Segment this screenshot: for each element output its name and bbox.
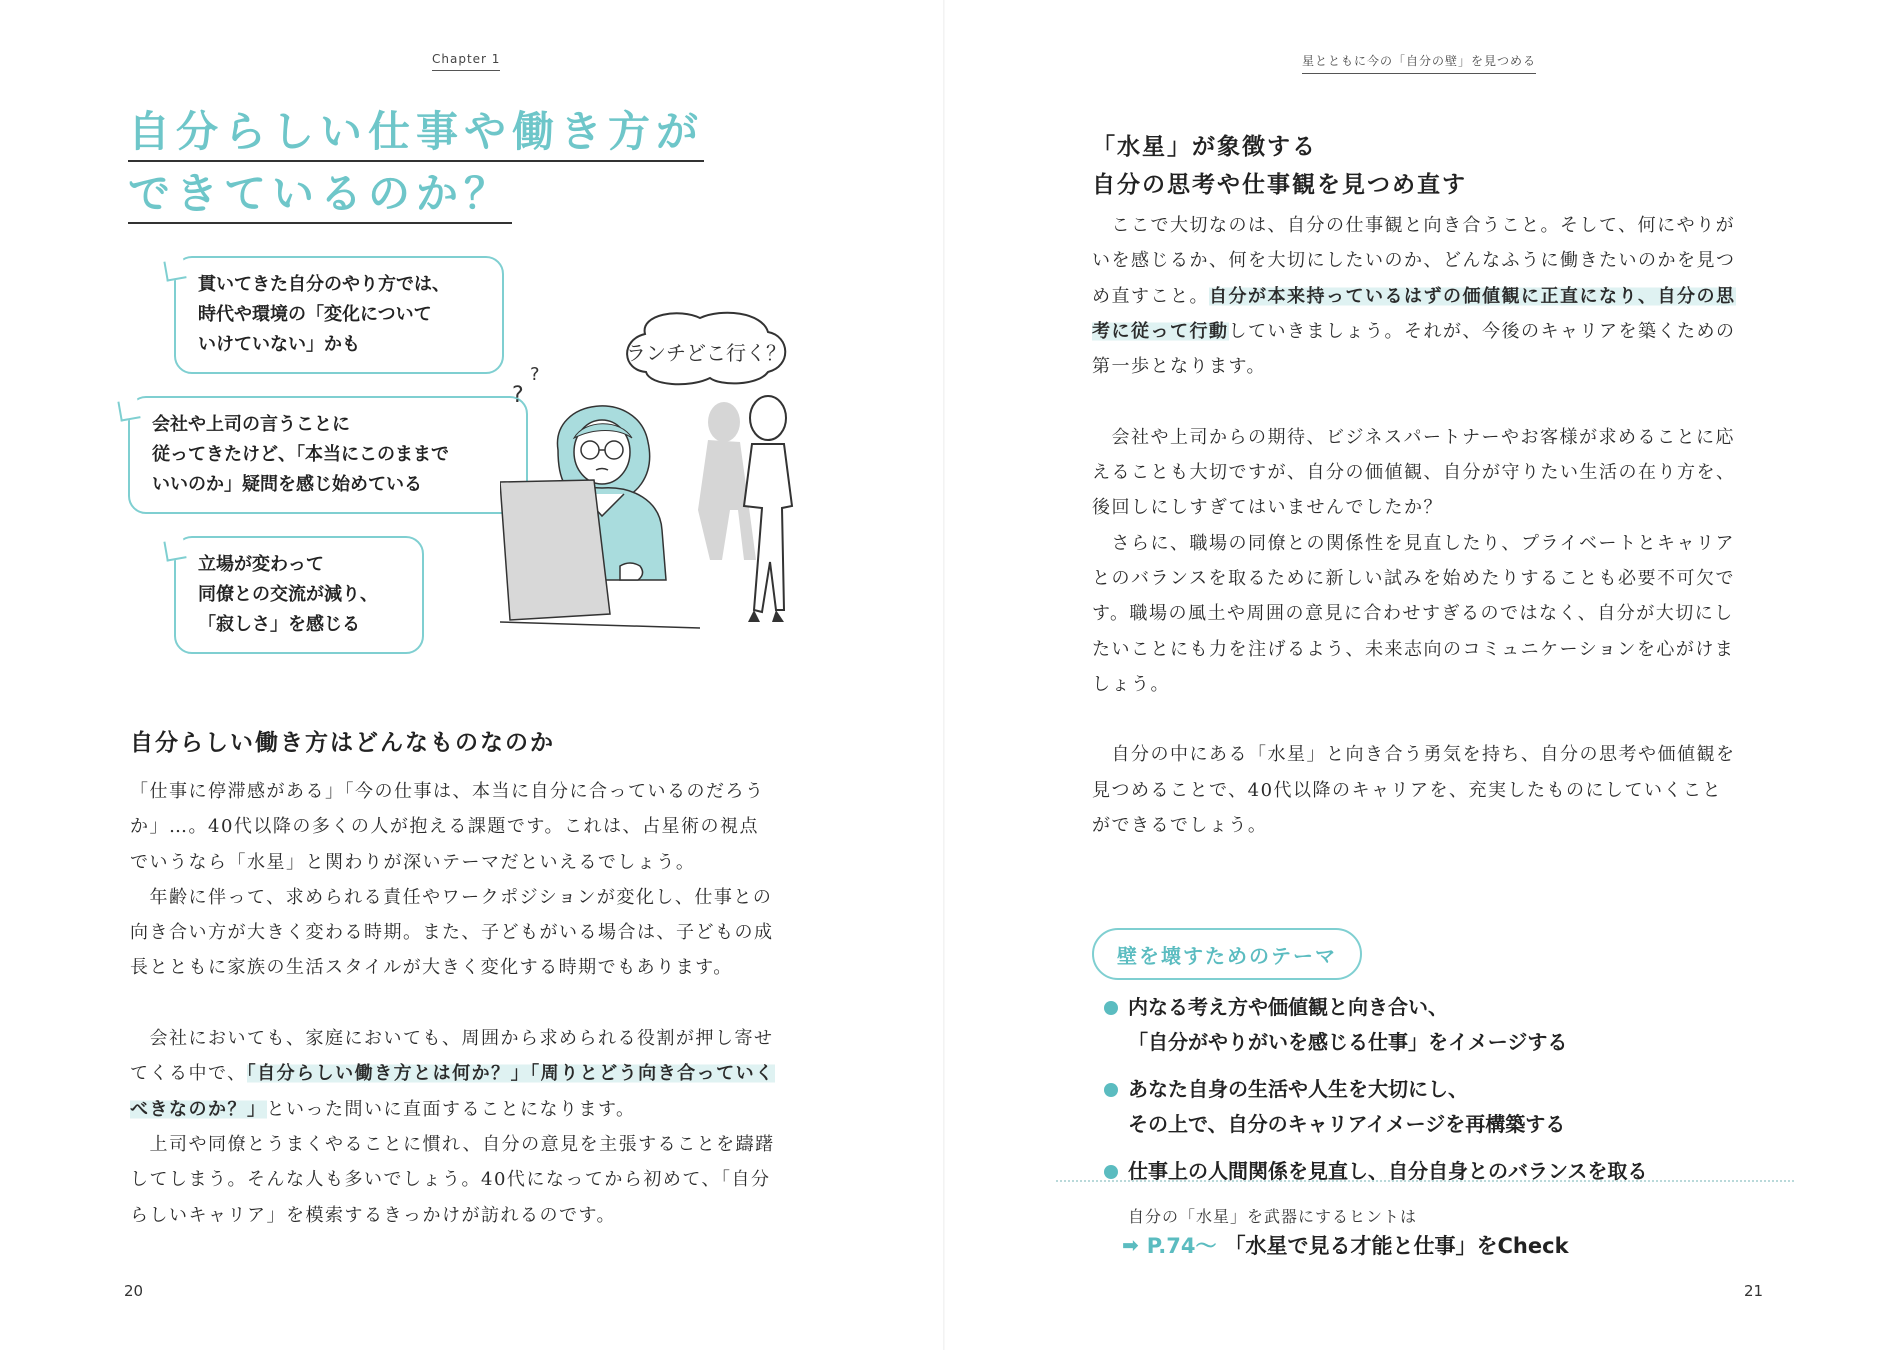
text-line: 見つめることで、40代以降のキャリアを、充実したものにしていくこと (1092, 779, 1723, 801)
text-line: らしいキャリア」を模索するきっかけが訪れるのです。 (130, 1204, 617, 1226)
page-number-right: 21 (1744, 1282, 1764, 1300)
bubble-3-line: 立場が変わって (198, 554, 324, 575)
text-line: ができるでしょう。 (1092, 815, 1268, 837)
text-line: 上司や同僚とうまくやることに慣れ、自分の意見を主張することを躊躇 (130, 1133, 775, 1155)
bubble-3-line: 「寂しさ」を感じる (198, 614, 360, 635)
theme-label-pill: 壁を壊すためのテーマ (1092, 928, 1362, 980)
bubble-1-line: 貫いてきた自分のやり方では、 (198, 274, 450, 295)
chapter-title-line-1: 自分らしい仕事や働き方が (128, 108, 704, 162)
text-line: してしまう。そんな人も多いでしょう。40代になってから初めて、「自分 (130, 1169, 771, 1191)
running-head-right: 星とともに今の「自分の壁」を見つめる (1302, 52, 1536, 74)
bubble-2-line: 従ってきたけど、「本当にこのままで (152, 444, 449, 465)
page-number-left: 20 (124, 1282, 144, 1300)
hint-lead-text: 自分の「水星」を武器にするヒントは (1128, 1207, 1418, 1226)
chapter-title-line-2: できているのか？ (128, 170, 512, 224)
text-line: たいことにも力を注げるよう、未来志向のコミュニケーションを心がけま (1092, 638, 1735, 660)
heading-line: 「水星」が象徴する (1092, 134, 1317, 160)
text-line: 自分の中にある「水星」と向き合う勇気を持ち、自分の思考や価値観を (1092, 744, 1736, 766)
bubble-2-line: いいのか」疑問を感じ始めている (152, 474, 422, 495)
speech-bubble-1 (174, 256, 504, 374)
hint-page-ref: P.74〜 (1146, 1234, 1217, 1258)
highlight-text: 自分が本来持っているはずの価値観に正直になり、自分の思 (1209, 285, 1736, 307)
illustration-speech-text: ランチどこ行く？ (626, 341, 786, 365)
svg-text:?: ? (530, 364, 540, 385)
text-line: ここで大切なのは、自分の仕事観と向き合うこと。そして、何にやりが (1092, 215, 1736, 236)
text-line: 会社や上司からの期待、ビジネスパートナーやお客様が求めることに応 (1092, 426, 1735, 448)
left-body-text (130, 774, 775, 1233)
speech-bubble-2 (128, 396, 528, 514)
theme-item: 仕事上の人間関係を見直し、自分自身とのバランスを取る (1104, 1154, 1647, 1189)
text-line: えることも大切ですが、自分の価値観、自分が守りたい生活の在り方を、 (1092, 462, 1736, 484)
bubble-2-line: 会社や上司の言うことに (152, 414, 350, 435)
woman-at-laptop-illustration (500, 310, 860, 660)
theme-item: 内なる考え方や価値観と向き合い、 「自分がやりがいを感じる仕事」をイメージする (1104, 990, 1647, 1060)
right-body-text (1092, 208, 1736, 843)
dot-icon (1104, 1001, 1118, 1015)
text-line: しょう。 (1092, 673, 1170, 695)
text-line: す。職場の風土や周囲の意見に合わせすぎるのではなく、自分が大切にし (1092, 603, 1734, 625)
section-heading-left: 自分らしい働き方はどんなものなのか (130, 730, 555, 756)
speech-bubble-3 (174, 536, 424, 654)
text-line: 長とともに家族の生活スタイルが大きく変化する時期でもあります。 (130, 957, 733, 979)
running-head-left: Chapter 1 (432, 52, 500, 71)
dot-icon (1104, 1083, 1118, 1097)
highlight-text: 考に従って行動 (1092, 320, 1229, 342)
text-line: 会社においても、家庭においても、周囲から求められる役割が押し寄せ (130, 1028, 774, 1050)
text-line-highlight: め直すこと。自分が本来持っているはずの価値観に正直になり、自分の思 (1092, 285, 1736, 307)
text-line: か」…。40代以降の多くの人が抱える課題です。これは、占星術の視点 (130, 816, 759, 838)
text-line: さらに、職場の同僚との関係性を見直したり、プライベートとキャリア (1092, 532, 1735, 554)
section-heading-right (1092, 128, 1467, 204)
text-line: とのバランスを取るために新しい試みを始めたりすることも必要不可欠で (1092, 567, 1735, 589)
text-line-highlight: べきなのか？」といった問いに直面することになります。 (130, 1098, 636, 1120)
text-line-highlight: 考に従って行動していきましょう。それが、今後のキャリアを築くための (1092, 320, 1736, 342)
bubble-1-line: 時代や環境の「変化について (198, 304, 432, 325)
bubble-3-line: 同僚との交流が減り、 (198, 584, 378, 605)
svg-text:?: ? (512, 383, 524, 408)
hint-title: 「水星で見る才能と仕事」をCheck (1224, 1234, 1569, 1258)
text-line-highlight: てくる中で、「自分らしい働き方とは何か？」「周りとどう向き合っていく (130, 1063, 775, 1085)
text-line: 「仕事に停滞感がある」「今の仕事は、本当に自分に合っているのだろう (130, 781, 765, 802)
dot-icon (1104, 1165, 1118, 1179)
text-line: 第一歩となります。 (1092, 356, 1267, 378)
hint-reference[interactable] (1122, 1230, 1569, 1260)
text-line: 年齢に伴って、求められる責任やワークポジションが変化し、仕事との (130, 886, 773, 908)
bubble-1-line: いけていない」かも (198, 334, 360, 355)
text-line: 後回しにしすぎてはいませんでしたか？ (1092, 497, 1443, 519)
highlight-text: べきなのか？」 (130, 1098, 267, 1120)
dotted-divider (1056, 1180, 1794, 1182)
arrow-right-icon: ➡ (1122, 1233, 1139, 1257)
text-line: 向き合い方が大きく変わる時期。また、子どもがいる場合は、子どもの成 (130, 922, 774, 944)
heading-line: 自分の思考や仕事観を見つめ直す (1092, 172, 1467, 198)
text-line: いを感じるか、何を大切にしたいのか、どんなふうに働きたいのかを見つ (1092, 250, 1736, 272)
theme-list (1104, 990, 1647, 1201)
highlight-text: 「自分らしい働き方とは何か？」「周りとどう向き合っていく (246, 1063, 775, 1085)
theme-item: あなた自身の生活や人生を大切にし、 その上で、自分のキャリアイメージを再構築する (1104, 1072, 1647, 1142)
text-line: でいうなら「水星」と関わりが深いテーマだといえるでしょう。 (130, 851, 696, 873)
